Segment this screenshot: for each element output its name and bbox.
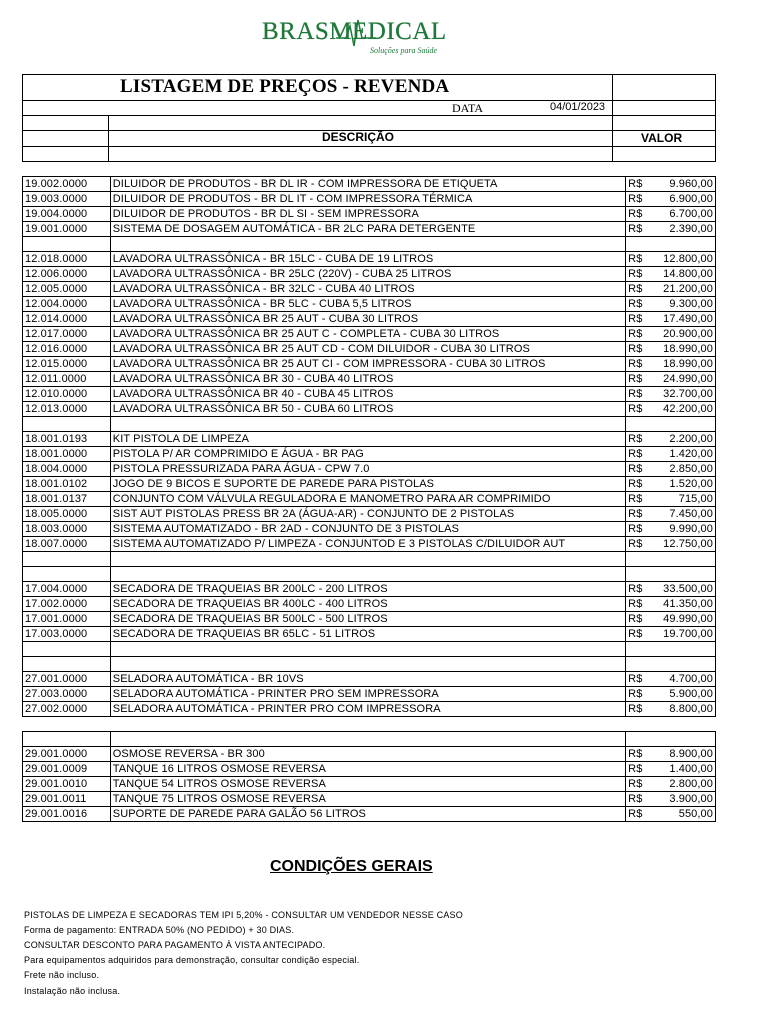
product-price: 49.990,00 <box>651 612 716 627</box>
currency-symbol: R$ <box>626 372 651 387</box>
currency-symbol: R$ <box>626 792 651 807</box>
table-row <box>23 447 716 462</box>
product-description: LAVADORA ULTRASSÔNICA - BR 25LC (220V) - CUBA 25 LITROS <box>110 267 625 282</box>
product-price: 12.750,00 <box>651 537 716 552</box>
product-description: PISTOLA P/ AR COMPRIMIDO E ÁGUA - BR PAG <box>110 447 625 462</box>
product-price: 1.420,00 <box>651 447 716 462</box>
table-row <box>23 597 716 612</box>
product-code: 27.002.0000 <box>23 702 111 717</box>
product-price: 7.450,00 <box>651 507 716 522</box>
product-code: 12.004.0000 <box>23 297 111 312</box>
product-price: 1.520,00 <box>651 477 716 492</box>
table-row <box>23 192 716 207</box>
currency-symbol: R$ <box>626 582 651 597</box>
product-price: 2.200,00 <box>651 432 716 447</box>
currency-symbol: R$ <box>626 627 651 642</box>
product-description: TANQUE 75 LITROS OSMOSE REVERSA <box>110 792 625 807</box>
product-description: KIT PISTOLA DE LIMPEZA <box>110 432 625 447</box>
product-code: 12.015.0000 <box>23 357 111 372</box>
product-price: 5.900,00 <box>651 687 716 702</box>
product-price: 12.800,00 <box>651 252 716 267</box>
table-row <box>23 297 716 312</box>
product-description: SECADORA DE TRAQUEIAS BR 65LC - 51 LITROS <box>110 627 625 642</box>
product-description: LAVADORA ULTRASSÔNICA - BR 32LC - CUBA 40 LITROS <box>110 282 625 297</box>
product-description: LAVADORA ULTRASSÔNICA BR 25 AUT CI - COM IMPRESSORA - CUBA 30 LITROS <box>110 357 625 372</box>
table-row <box>23 702 716 717</box>
currency-symbol: R$ <box>626 297 651 312</box>
price-group-table <box>22 746 716 822</box>
product-code: 18.001.0102 <box>23 477 111 492</box>
currency-symbol: R$ <box>626 447 651 462</box>
product-price: 21.200,00 <box>651 282 716 297</box>
currency-symbol: R$ <box>626 672 651 687</box>
price-group-table <box>22 251 716 417</box>
product-code: 12.016.0000 <box>23 342 111 357</box>
table-row <box>23 462 716 477</box>
product-code: 12.006.0000 <box>23 267 111 282</box>
table-row <box>23 777 716 792</box>
product-price: 3.900,00 <box>651 792 716 807</box>
column-header-value: VALOR <box>641 131 683 145</box>
currency-symbol: R$ <box>626 807 651 822</box>
table-row <box>23 507 716 522</box>
table-row <box>23 432 716 447</box>
product-description: SELADORA AUTOMÁTICA - BR 10VS <box>110 672 625 687</box>
currency-symbol: R$ <box>626 762 651 777</box>
currency-symbol: R$ <box>626 477 651 492</box>
table-row <box>23 477 716 492</box>
product-price: 41.350,00 <box>651 597 716 612</box>
table-row <box>23 342 716 357</box>
product-code: 12.014.0000 <box>23 312 111 327</box>
condition-note: PISTOLAS DE LIMPEZA E SECADORAS TEM IPI 5,20% - CONSULTAR UM VENDEDOR NESSE CASO <box>24 910 463 920</box>
product-price: 18.990,00 <box>651 342 716 357</box>
product-code: 19.004.0000 <box>23 207 111 222</box>
product-description: LAVADORA ULTRASSÔNICA BR 25 AUT - CUBA 30 LITROS <box>110 312 625 327</box>
product-code: 17.004.0000 <box>23 582 111 597</box>
condition-note: Frete não incluso. <box>24 970 100 980</box>
conditions-title: CONDIÇÕES GERAIS <box>270 858 433 875</box>
product-description: PISTOLA PRESSURIZADA PARA ÁGUA - CPW 7.0 <box>110 462 625 477</box>
product-description: LAVADORA ULTRASSÔNICA BR 30 - CUBA 40 LITROS <box>110 372 625 387</box>
product-price: 2.390,00 <box>651 222 716 237</box>
brasmedical-logo <box>262 18 447 58</box>
product-price: 1.400,00 <box>651 762 716 777</box>
currency-symbol: R$ <box>626 342 651 357</box>
product-code: 27.003.0000 <box>23 687 111 702</box>
product-price: 20.900,00 <box>651 327 716 342</box>
product-price: 18.990,00 <box>651 357 716 372</box>
product-description: TANQUE 16 LITROS OSMOSE REVERSA <box>110 762 625 777</box>
product-code: 29.001.0016 <box>23 807 111 822</box>
table-row <box>23 747 716 762</box>
table-row <box>23 312 716 327</box>
product-price: 32.700,00 <box>651 387 716 402</box>
currency-symbol: R$ <box>626 432 651 447</box>
table-row <box>23 282 716 297</box>
currency-symbol: R$ <box>626 612 651 627</box>
product-code: 19.001.0000 <box>23 222 111 237</box>
table-row <box>23 372 716 387</box>
product-price: 715,00 <box>651 492 716 507</box>
product-price: 2.850,00 <box>651 462 716 477</box>
product-price: 9.300,00 <box>651 297 716 312</box>
page-title: LISTAGEM DE PREÇOS - REVENDA <box>120 76 450 97</box>
currency-symbol: R$ <box>626 312 651 327</box>
product-code: 18.001.0137 <box>23 492 111 507</box>
product-description: CONJUNTO COM VÁLVULA REGULADORA E MANOMETRO PARA AR COMPRIMIDO <box>110 492 625 507</box>
product-code: 19.002.0000 <box>23 177 111 192</box>
table-row <box>23 387 716 402</box>
currency-symbol: R$ <box>626 357 651 372</box>
currency-symbol: R$ <box>626 402 651 417</box>
product-code: 12.010.0000 <box>23 387 111 402</box>
currency-symbol: R$ <box>626 522 651 537</box>
product-price: 19.700,00 <box>651 627 716 642</box>
table-row <box>23 582 716 597</box>
product-price: 8.800,00 <box>651 702 716 717</box>
table-row <box>23 807 716 822</box>
product-code: 12.017.0000 <box>23 327 111 342</box>
table-row <box>23 792 716 807</box>
product-price: 42.200,00 <box>651 402 716 417</box>
product-price: 6.900,00 <box>651 192 716 207</box>
date-label: DATA <box>452 101 484 115</box>
currency-symbol: R$ <box>626 702 651 717</box>
product-price: 17.490,00 <box>651 312 716 327</box>
product-description: SISTEMA AUTOMATIZADO P/ LIMPEZA - CONJUNTOD E 3 PISTOLAS C/DILUIDOR AUT <box>110 537 625 552</box>
currency-symbol: R$ <box>626 507 651 522</box>
currency-symbol: R$ <box>626 597 651 612</box>
product-code: 27.001.0000 <box>23 672 111 687</box>
product-price: 550,00 <box>651 807 716 822</box>
product-description: LAVADORA ULTRASSÔNICA BR 25 AUT CD - COM DILUIDOR - CUBA 30 LITROS <box>110 342 625 357</box>
currency-symbol: R$ <box>626 387 651 402</box>
product-description: JOGO DE 9 BICOS E SUPORTE DE PAREDE PARA PISTOLAS <box>110 477 625 492</box>
currency-symbol: R$ <box>626 267 651 282</box>
currency-symbol: R$ <box>626 747 651 762</box>
logo-tagline: Soluções para Saúde <box>370 46 438 55</box>
product-price: 9.960,00 <box>651 177 716 192</box>
product-code: 29.001.0010 <box>23 777 111 792</box>
product-code: 18.001.0000 <box>23 447 111 462</box>
condition-note: CONSULTAR DESCONTO PARA PAGAMENTO À VISTA ANTECIPADO. <box>24 940 326 950</box>
table-row <box>23 762 716 777</box>
currency-symbol: R$ <box>626 462 651 477</box>
product-description: DILUIDOR DE PRODUTOS - BR DL SI - SEM IMPRESSORA <box>110 207 625 222</box>
blank-separator-rows <box>22 731 716 747</box>
table-row <box>23 672 716 687</box>
product-description: SECADORA DE TRAQUEIAS BR 200LC - 200 LITROS <box>110 582 625 597</box>
product-description: SISTEMA DE DOSAGEM AUTOMÁTICA - BR 2LC PARA DETERGENTE <box>110 222 625 237</box>
product-description: SELADORA AUTOMÁTICA - PRINTER PRO COM IMPRESSORA <box>110 702 625 717</box>
product-description: SECADORA DE TRAQUEIAS BR 500LC - 500 LITROS <box>110 612 625 627</box>
logo-brand: BRASMEDICAL <box>262 18 447 45</box>
product-description: LAVADORA ULTRASSÔNICA - BR 15LC - CUBA DE 19 LITROS <box>110 252 625 267</box>
product-description: LAVADORA ULTRASSÔNICA BR 40 - CUBA 45 LITROS <box>110 387 625 402</box>
currency-symbol: R$ <box>626 777 651 792</box>
product-description: SUPORTE DE PAREDE PARA GALÃO 56 LITROS <box>110 807 625 822</box>
currency-symbol: R$ <box>626 282 651 297</box>
product-price: 14.800,00 <box>651 267 716 282</box>
currency-symbol: R$ <box>626 492 651 507</box>
product-price: 9.990,00 <box>651 522 716 537</box>
currency-symbol: R$ <box>626 192 651 207</box>
currency-symbol: R$ <box>626 687 651 702</box>
price-group-table <box>22 581 716 642</box>
column-header-description: DESCRIÇÃO <box>322 130 395 144</box>
currency-symbol: R$ <box>626 207 651 222</box>
blank-separator-rows <box>22 551 716 582</box>
product-code: 18.003.0000 <box>23 522 111 537</box>
table-row <box>23 357 716 372</box>
product-code: 12.018.0000 <box>23 252 111 267</box>
product-code: 18.007.0000 <box>23 537 111 552</box>
product-code: 12.013.0000 <box>23 402 111 417</box>
product-code: 18.005.0000 <box>23 507 111 522</box>
product-description: LAVADORA ULTRASSÔNICA - BR 5LC - CUBA 5,5 LITROS <box>110 297 625 312</box>
price-group-table <box>22 176 716 237</box>
table-row <box>23 537 716 552</box>
product-description: DILUIDOR DE PRODUTOS - BR DL IT - COM IMPRESSORA TÉRMICA <box>110 192 625 207</box>
product-price: 33.500,00 <box>651 582 716 597</box>
product-description: SISTEMA AUTOMATIZADO - BR 2AD - CONJUNTO DE 3 PISTOLAS <box>110 522 625 537</box>
blank-separator-rows <box>22 236 716 252</box>
product-description: SECADORA DE TRAQUEIAS BR 400LC - 400 LITROS <box>110 597 625 612</box>
condition-note: Para equipamentos adquiridos para demonstração, consultar condição especial. <box>24 955 360 965</box>
product-code: 17.002.0000 <box>23 597 111 612</box>
condition-note: Instalação não inclusa. <box>24 986 121 996</box>
table-row <box>23 222 716 237</box>
product-code: 17.003.0000 <box>23 627 111 642</box>
product-description: SELADORA AUTOMÁTICA - PRINTER PRO SEM IMPRESSORA <box>110 687 625 702</box>
currency-symbol: R$ <box>626 177 651 192</box>
ecg-line-icon <box>336 16 376 50</box>
table-row <box>23 207 716 222</box>
product-description: SIST AUT PISTOLAS PRESS BR 2A (ÁGUA-AR) - CONJUNTO DE 2 PISTOLAS <box>110 507 625 522</box>
product-code: 18.001.0193 <box>23 432 111 447</box>
product-description: OSMOSE REVERSA - BR 300 <box>110 747 625 762</box>
table-row <box>23 327 716 342</box>
product-code: 17.001.0000 <box>23 612 111 627</box>
table-row <box>23 612 716 627</box>
blank-separator-rows <box>22 641 716 672</box>
product-code: 19.003.0000 <box>23 192 111 207</box>
table-row <box>23 687 716 702</box>
table-row <box>23 402 716 417</box>
table-row <box>23 177 716 192</box>
product-code: 12.005.0000 <box>23 282 111 297</box>
date-value: 04/01/2023 <box>550 101 606 113</box>
product-price: 2.800,00 <box>651 777 716 792</box>
blank-separator-rows <box>22 416 716 432</box>
currency-symbol: R$ <box>626 222 651 237</box>
product-code: 29.001.0009 <box>23 762 111 777</box>
product-code: 18.004.0000 <box>23 462 111 477</box>
price-group-table <box>22 431 716 552</box>
table-row <box>23 627 716 642</box>
condition-note: Forma de pagamento: ENTRADA 50% (NO PEDIDO) + 30 DIAS. <box>24 925 295 935</box>
table-row <box>23 522 716 537</box>
table-row <box>23 252 716 267</box>
table-row <box>23 492 716 507</box>
product-price: 4.700,00 <box>651 672 716 687</box>
product-description: TANQUE 54 LITROS OSMOSE REVERSA <box>110 777 625 792</box>
currency-symbol: R$ <box>626 252 651 267</box>
product-description: LAVADORA ULTRASSÔNICA BR 25 AUT C - COMPLETA - CUBA 30 LITROS <box>110 327 625 342</box>
price-group-table <box>22 671 716 717</box>
product-price: 6.700,00 <box>651 207 716 222</box>
product-code: 29.001.0011 <box>23 792 111 807</box>
product-code: 12.011.0000 <box>23 372 111 387</box>
product-description: LAVADORA ULTRASSÔNICA BR 50 - CUBA 60 LITROS <box>110 402 625 417</box>
product-price: 24.990,00 <box>651 372 716 387</box>
product-description: DILUIDOR DE PRODUTOS - BR DL IR - COM IMPRESSORA DE ETIQUETA <box>110 177 625 192</box>
table-row <box>23 267 716 282</box>
product-price: 8.900,00 <box>651 747 716 762</box>
currency-symbol: R$ <box>626 327 651 342</box>
product-code: 29.001.0000 <box>23 747 111 762</box>
currency-symbol: R$ <box>626 537 651 552</box>
